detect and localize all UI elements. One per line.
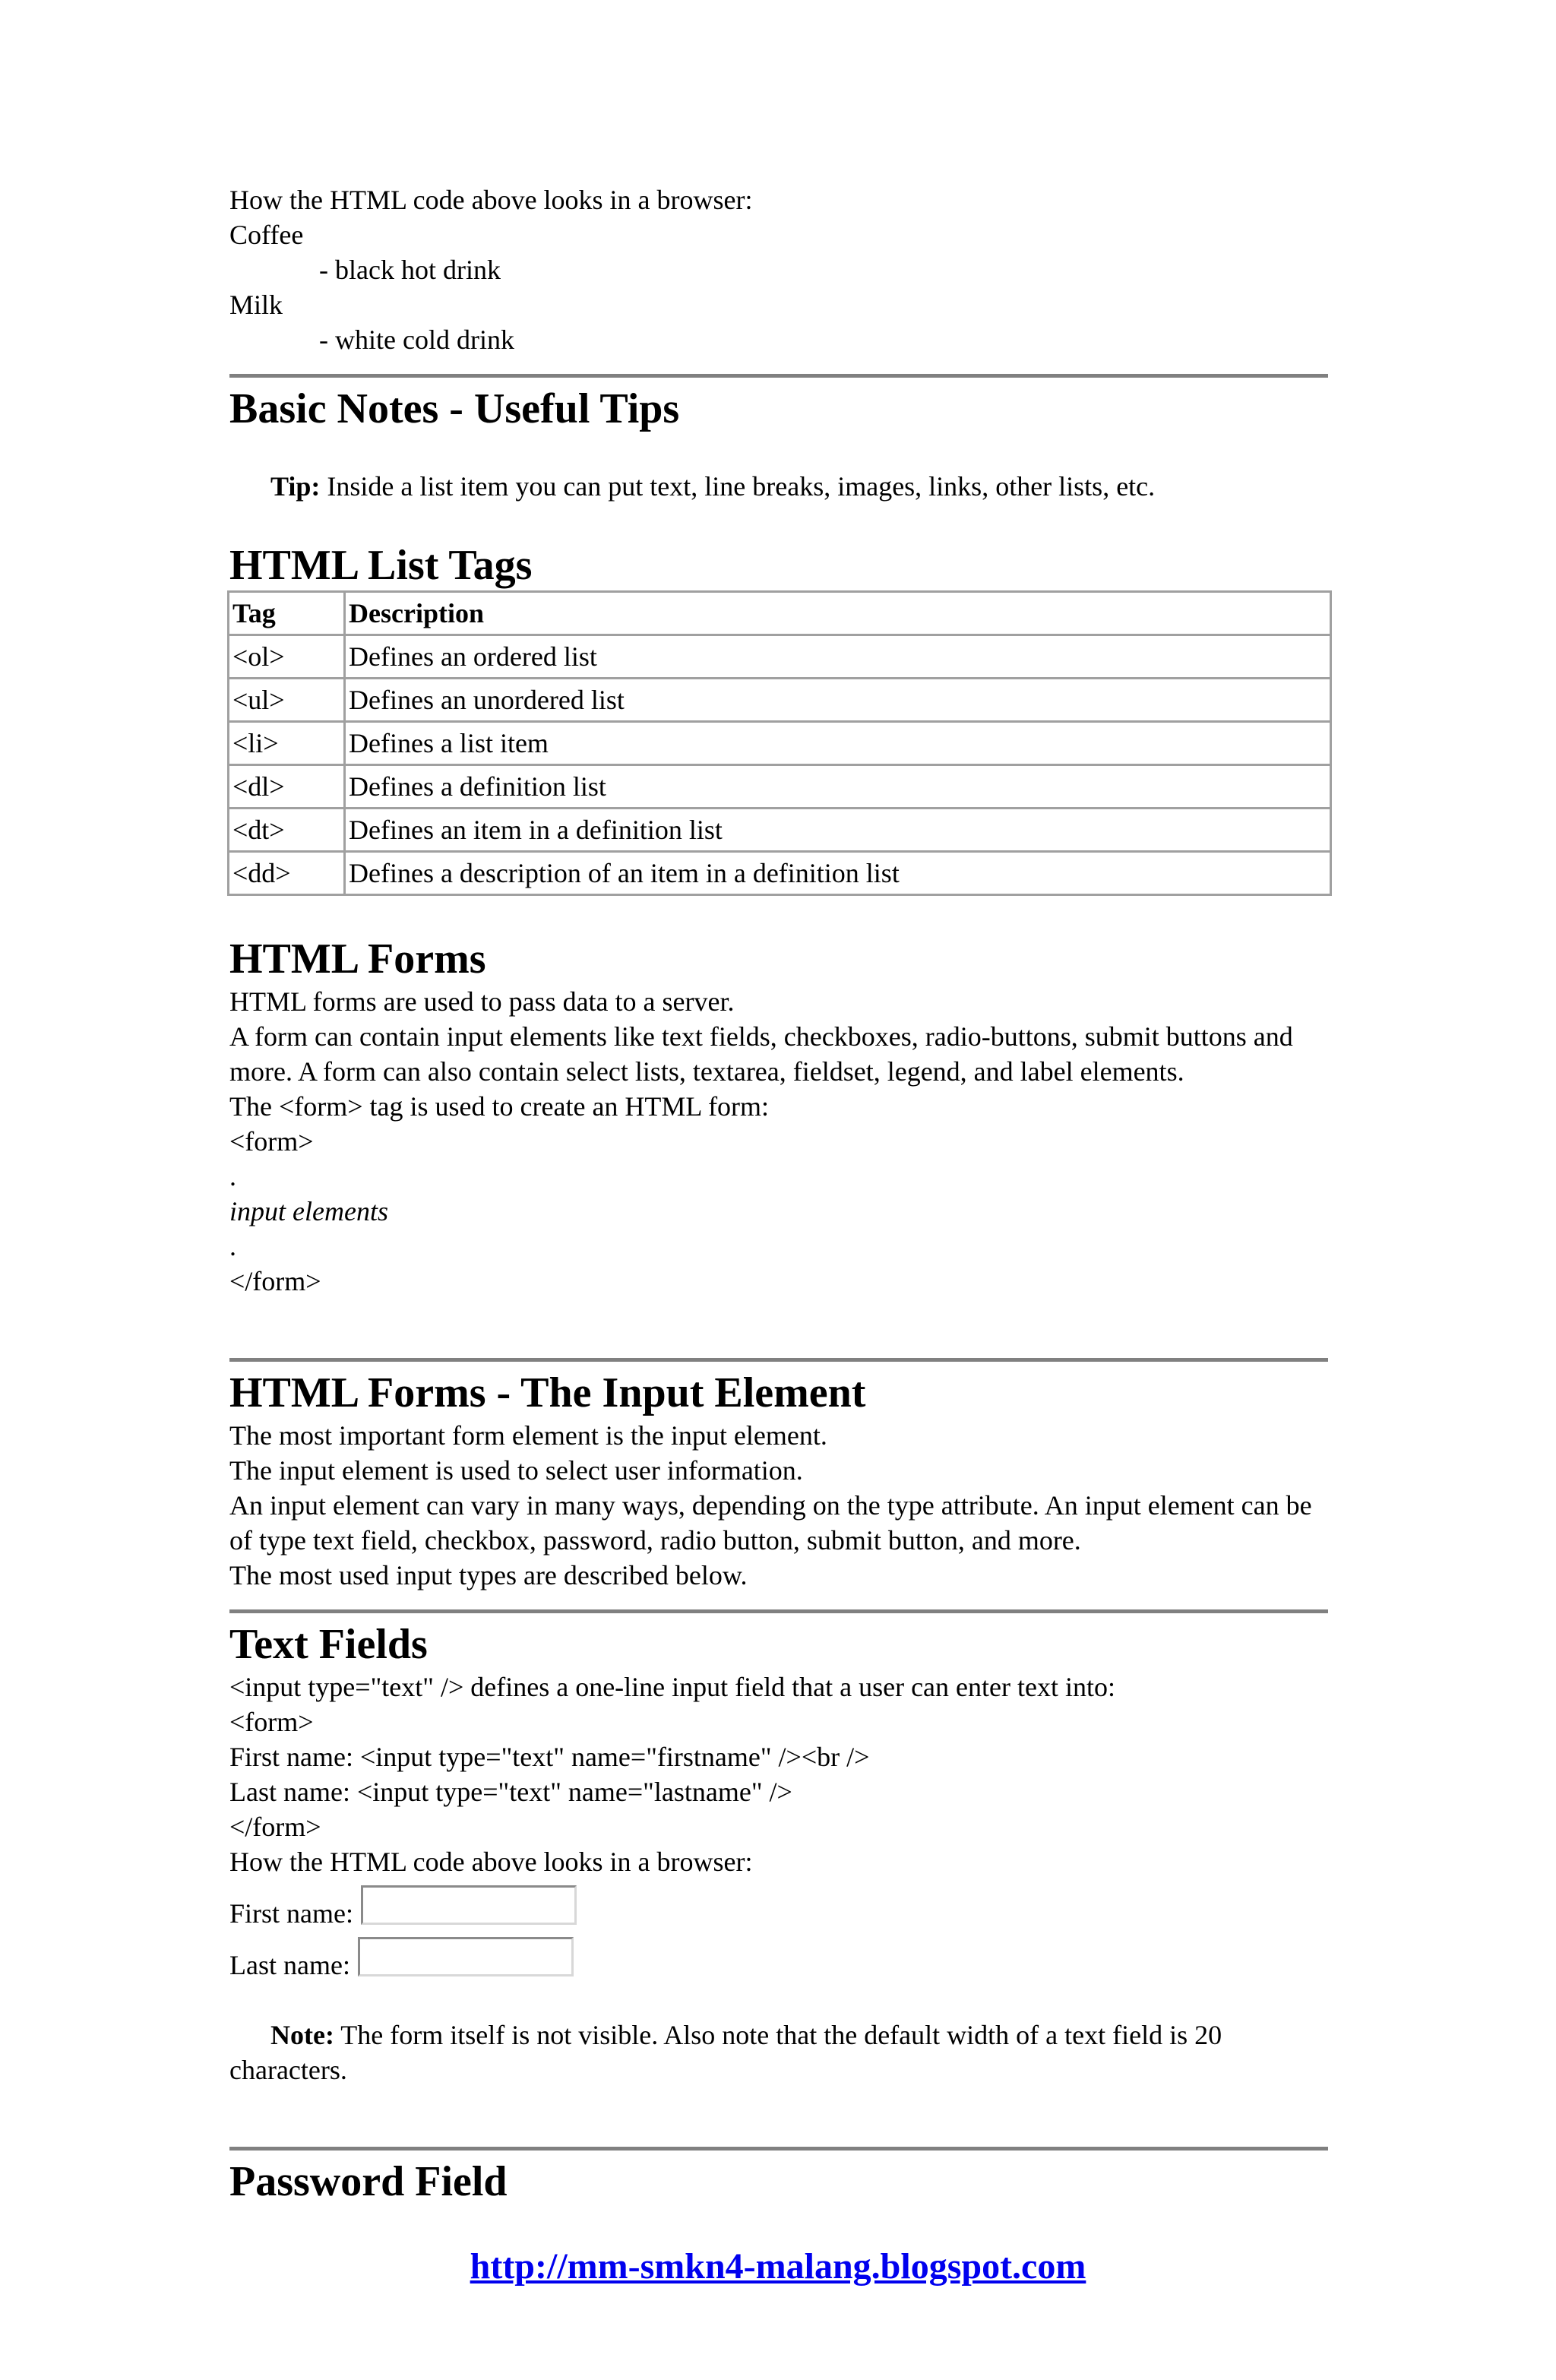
- table-row: [229, 722, 1331, 765]
- last-name-input[interactable]: [358, 1937, 574, 1976]
- forms-code-input-elements: input elements: [229, 1196, 388, 1226]
- table-row: [229, 852, 1331, 895]
- first-name-input[interactable]: [361, 1885, 577, 1925]
- heading-list-tags: HTML List Tags: [229, 542, 533, 589]
- table-cell-tag: <li>: [229, 722, 345, 765]
- last-name-row: [229, 1931, 1331, 1983]
- forms-code-close: </form>: [229, 1266, 321, 1296]
- column-header-description: Description: [345, 592, 1331, 635]
- table-cell-description: Defines an ordered list: [345, 635, 1331, 679]
- footer: [0, 2245, 1556, 2287]
- first-name-label: First name:: [229, 1898, 353, 1929]
- table-row: [229, 635, 1331, 679]
- footer-link[interactable]: http://mm-smkn4-malang.blogspot.com: [470, 2246, 1086, 2287]
- dl-term-milk: Milk: [229, 290, 283, 320]
- table-cell-description: Defines a list item: [345, 722, 1331, 765]
- page-content: [229, 182, 1331, 2207]
- divider: [229, 1358, 1328, 1362]
- note-paragraph: [229, 1983, 1331, 2122]
- heading-text-fields: Text Fields: [229, 1621, 428, 1668]
- table-cell-description: Defines a description of an item in a definition list: [345, 852, 1331, 895]
- table-row: [229, 765, 1331, 809]
- note-label: Note:: [270, 2020, 334, 2050]
- forms-code-open: <form>: [229, 1126, 314, 1157]
- tip-label: Tip:: [270, 471, 321, 502]
- divider: [229, 1609, 1328, 1613]
- table-row: [229, 679, 1331, 722]
- dl-desc-coffee: - black hot drink: [319, 255, 501, 285]
- tip-paragraph: [229, 434, 1331, 539]
- first-name-row: [229, 1879, 1331, 1931]
- forms-paragraph-1: HTML forms are used to pass data to a server.: [229, 986, 735, 1017]
- input-paragraph-1: The most important form element is the input element.: [229, 1420, 827, 1451]
- heading-basic-notes: Basic Notes - Useful Tips: [229, 385, 680, 432]
- intro-caption: How the HTML code above looks in a browser:: [229, 185, 753, 215]
- table-cell-description: Defines a definition list: [345, 765, 1331, 809]
- text-fields-paragraph: <input type="text" /> defines a one-line input field that a user can enter text into:: [229, 1672, 1115, 1702]
- input-paragraph-4: The most used input types are described below.: [229, 1560, 748, 1590]
- forms-paragraph-3: The <form> tag is used to create an HTML form:: [229, 1091, 770, 1122]
- last-name-label: Last name:: [229, 1950, 350, 1980]
- table-header-row: [229, 592, 1331, 635]
- divider: [229, 374, 1328, 378]
- table-cell-tag: <dd>: [229, 852, 345, 895]
- input-paragraph-3: An input element can vary in many ways, depending on the type attribute. An input element can be of type text field, checkbox, password, radio button, submit button, and more.: [229, 1490, 1319, 1556]
- forms-code-dot: .: [229, 1231, 236, 1261]
- heading-input-element: HTML Forms - The Input Element: [229, 1369, 866, 1416]
- table-cell-description: Defines an unordered list: [345, 679, 1331, 722]
- tip-text: Inside a list item you can put text, line breaks, images, links, other lists, etc.: [320, 471, 1156, 502]
- text-fields-code-line: <form>: [229, 1707, 314, 1737]
- text-fields-code-line: </form>: [229, 1812, 321, 1842]
- list-tags-table: [227, 590, 1332, 896]
- text-fields-caption: How the HTML code above looks in a browser:: [229, 1847, 753, 1877]
- forms-paragraph-2: A form can contain input elements like text fields, checkboxes, radio-buttons, submit buttons and more. A form can also contain select lists, textarea, fieldset, legend, and label elements.: [229, 1021, 1300, 1087]
- table-cell-tag: <dl>: [229, 765, 345, 809]
- text-fields-code-line: Last name: <input type="text" name="lastname" />: [229, 1777, 792, 1807]
- dl-term-coffee: Coffee: [229, 220, 304, 250]
- divider: [229, 2147, 1328, 2151]
- input-paragraph-2: The input element is used to select user information.: [229, 1455, 803, 1486]
- table-cell-description: Defines an item in a definition list: [345, 809, 1331, 852]
- table-cell-tag: <ul>: [229, 679, 345, 722]
- text-fields-code-line: First name: <input type="text" name="firstname" /><br />: [229, 1742, 870, 1772]
- table-row: [229, 809, 1331, 852]
- table-cell-tag: <ol>: [229, 635, 345, 679]
- forms-code-dot: .: [229, 1161, 236, 1192]
- heading-html-forms: HTML Forms: [229, 935, 486, 983]
- note-text: The form itself is not visible. Also note that the default width of a text field is 20 characters.: [229, 2020, 1229, 2085]
- table-cell-tag: <dt>: [229, 809, 345, 852]
- column-header-tag: Tag: [229, 592, 345, 635]
- heading-password-field: Password Field: [229, 2158, 508, 2205]
- dl-desc-milk: - white cold drink: [319, 324, 514, 355]
